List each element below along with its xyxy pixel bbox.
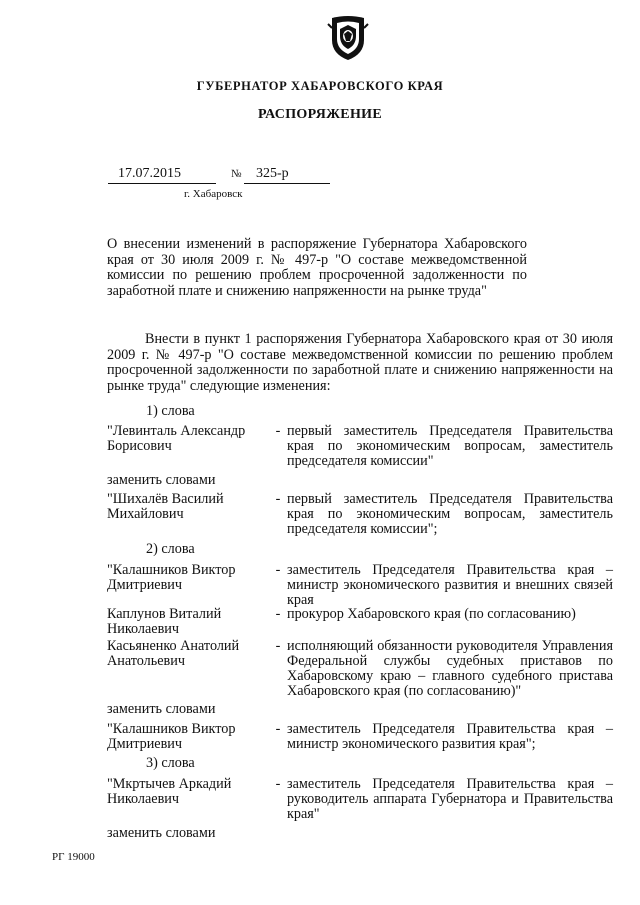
replace-label-2: заменить словами (107, 701, 216, 717)
dash: - (275, 423, 281, 439)
replace-label-1: заменить словами (107, 472, 216, 488)
dash: - (275, 776, 281, 792)
item-1-label: 1) слова (146, 403, 195, 419)
replace-label-3: заменить словами (107, 825, 216, 841)
person-name: Каплунов Виталий Николаевич (107, 606, 222, 637)
document-type: РАСПОРЯЖЕНИЕ (258, 107, 382, 122)
person-position: заместитель Председателя Правительства края – руководитель аппарата Губернатора и Правительства края" (287, 776, 613, 822)
person-name: "Калашников Виктор Дмитриевич (107, 721, 236, 752)
person-name: "Левинталь Александр Борисович (107, 423, 246, 454)
governor-title: ГУБЕРНАТОР ХАБАРОВСКОГО КРАЯ (196, 79, 444, 93)
number-sign: № (231, 168, 242, 180)
coat-of-arms-emblem (326, 14, 370, 62)
person-name: Касьяненко Анатолий Анатольевич (107, 638, 240, 669)
person-position: заместитель Председателя Правительства края – министр экономического развития и внешних связей края (287, 562, 613, 608)
dash: - (275, 606, 281, 622)
person-name: "Мкртычев Аркадий Николаевич (107, 776, 232, 807)
item-3-label: 3) слова (146, 755, 195, 771)
dash: - (275, 721, 281, 737)
dash: - (275, 638, 281, 654)
person-name: "Калашников Виктор Дмитриевич (107, 562, 236, 593)
number-underline (244, 182, 330, 184)
city: г. Хабаровск (184, 188, 243, 200)
footer-code: РГ 19000 (52, 851, 95, 863)
person-position: заместитель Председателя Правительства края – министр экономического развития края"; (287, 721, 613, 752)
document-date: 17.07.2015 (118, 166, 181, 181)
person-position: прокурор Хабаровского края (по согласованию) (287, 606, 576, 622)
document-subject: О внесении изменений в распоряжение Губернатора Хабаровского края от 30 июля 2009 г. № 497-р "О составе межведомственной комиссии по решению проблем просроченной задолженности по заработной плате и снижению напряженности на рынке труда" (107, 236, 527, 299)
intro-paragraph: Внести в пункт 1 распоряжения Губернатора Хабаровского края от 30 июля 2009 г. № 497-р "О составе межведомственной комиссии по решению проблем просроченной задолженности по заработной плате и снижению напряженности на рынке труда" следующие изменения: (107, 331, 613, 394)
date-number-line (108, 166, 330, 186)
date-underline (108, 182, 216, 184)
dash: - (275, 562, 281, 578)
person-position: первый заместитель Председателя Правительства края по экономическим вопросам, заместитель председателя комиссии"; (287, 491, 613, 537)
item-2-label: 2) слова (146, 541, 195, 557)
person-position: исполняющий обязанности руководителя Управления Федеральной службы судебных приставов по Хабаровскому краю – главного судебного пристава Хабаровского края (по согласованию)" (287, 638, 613, 699)
document-number: 325-р (256, 166, 289, 181)
person-position: первый заместитель Председателя Правительства края по экономическим вопросам, заместитель председателя комиссии" (287, 423, 613, 469)
dash: - (275, 491, 281, 507)
person-name: "Шихалёв Василий Михайлович (107, 491, 224, 522)
